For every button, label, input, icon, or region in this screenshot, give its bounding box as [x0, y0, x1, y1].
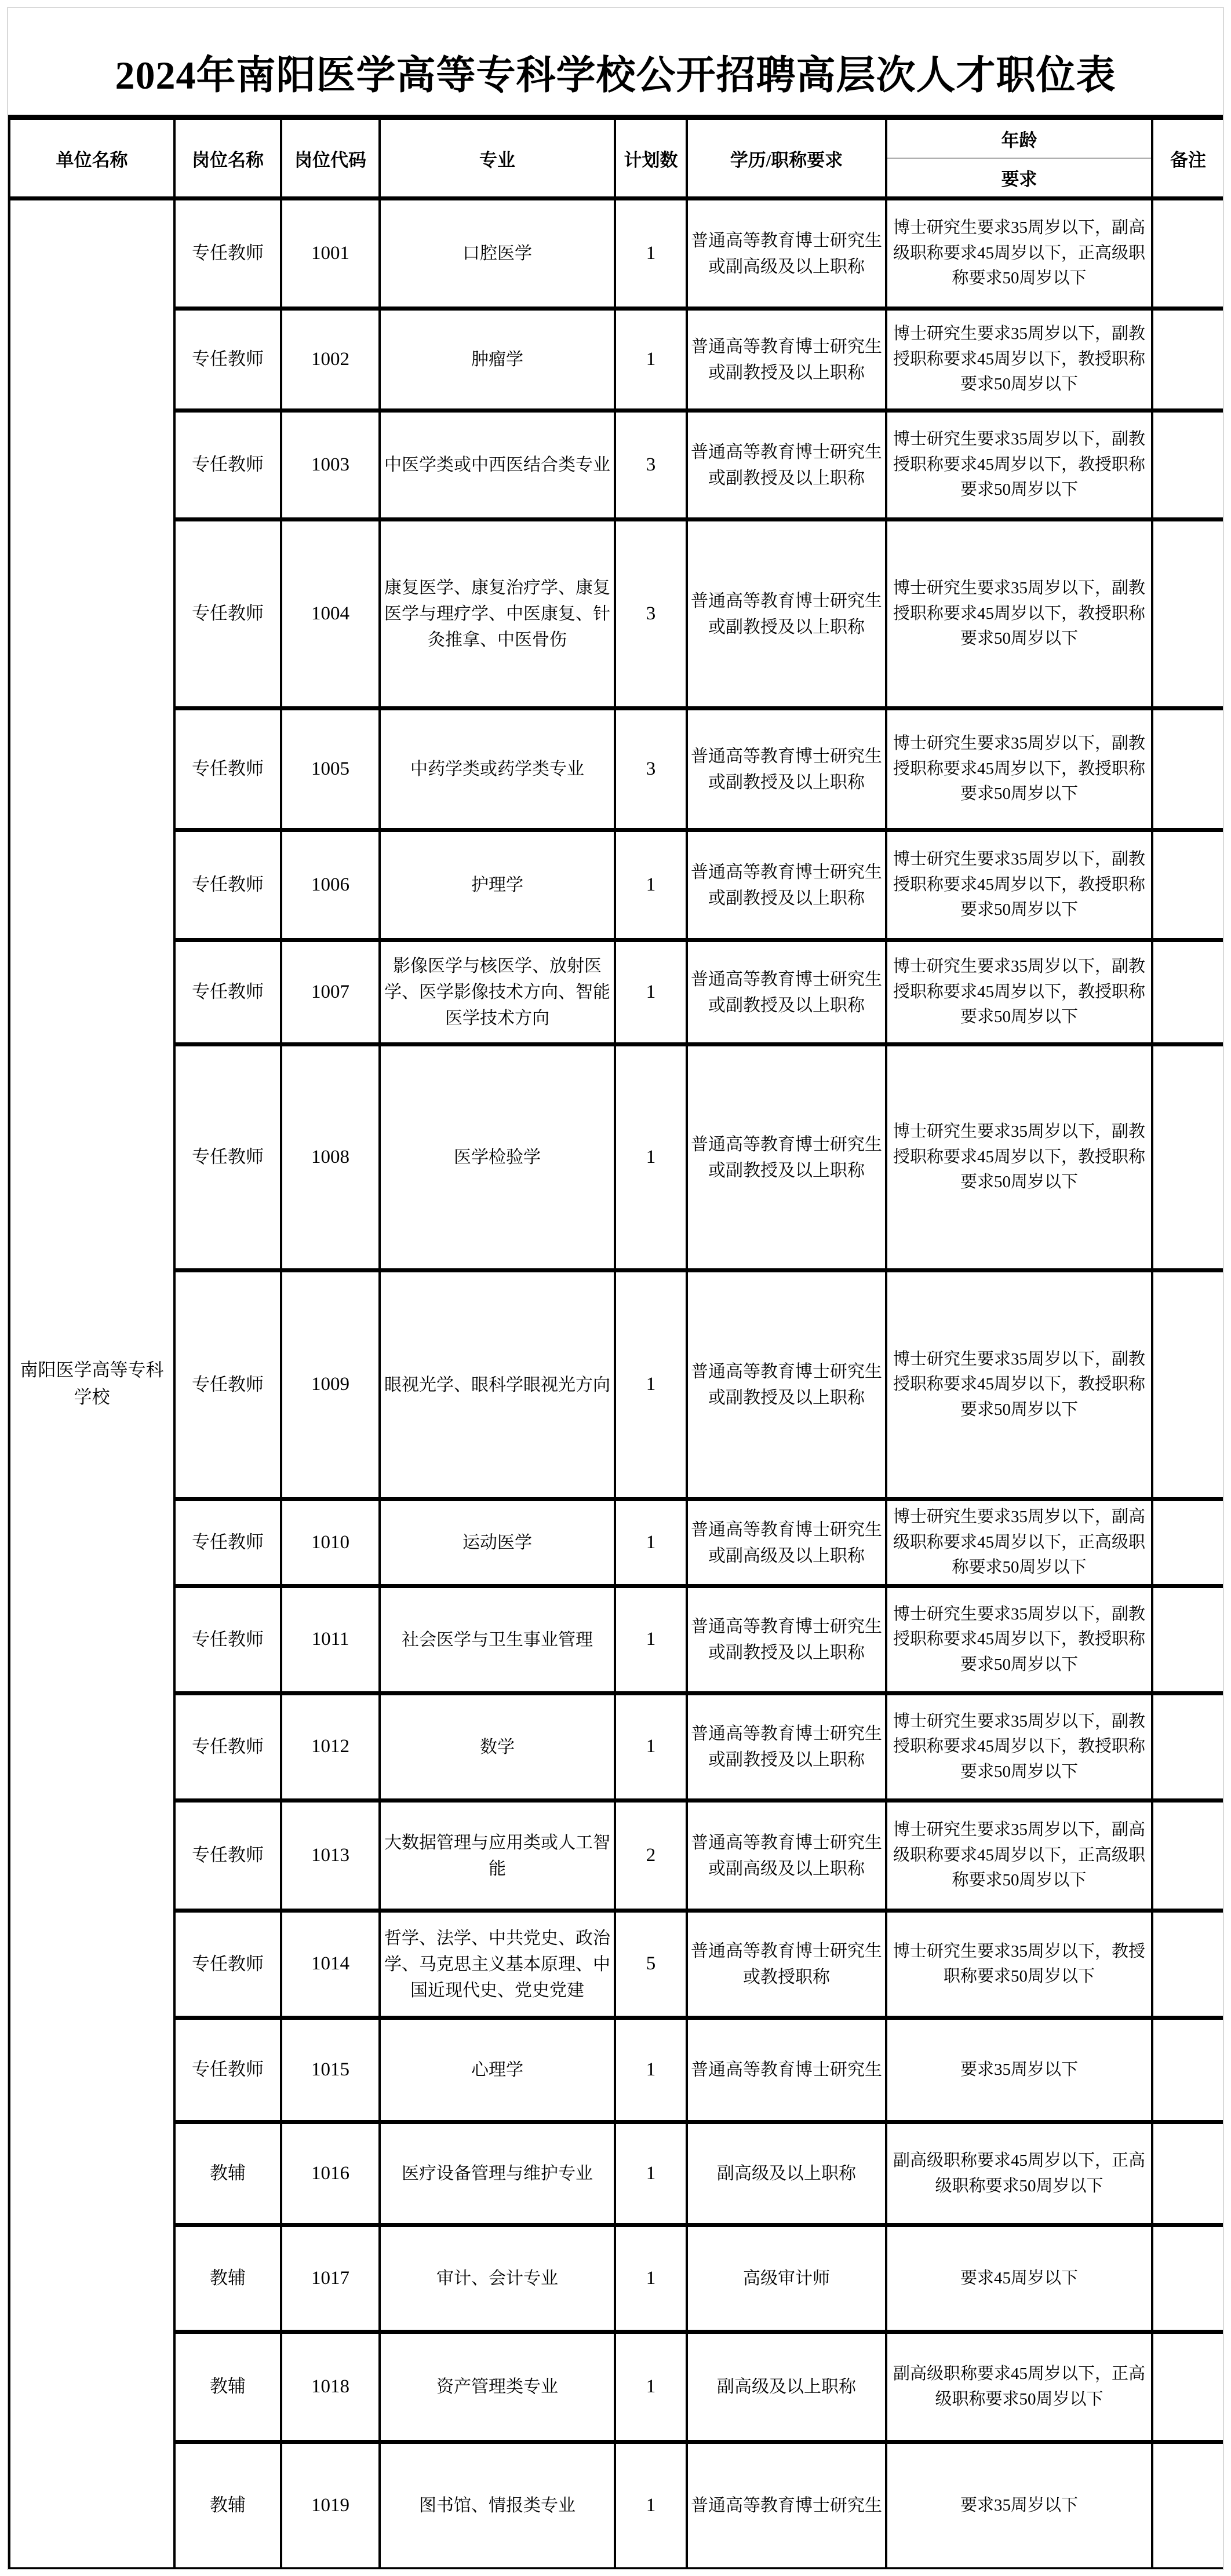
cell-position: 专任教师: [174, 1801, 281, 1911]
table-row: [9, 709, 1224, 830]
cell-position: 专任教师: [174, 309, 281, 411]
table-row: [9, 309, 1224, 411]
cell-age: 博士研究生要求35周岁以下，副教授职称要求45周岁以下，教授职称要求50周岁以下: [886, 1694, 1152, 1801]
cell-qual: 普通高等教育博士研究生或副教授及以上职称: [687, 709, 886, 830]
cell-remark: [1152, 2332, 1224, 2442]
header-qualification: 学历/职称要求: [687, 118, 886, 199]
cell-count: 1: [615, 1045, 687, 1271]
cell-qual: 普通高等教育博士研究生或副教授及以上职称: [687, 411, 886, 520]
cell-qual: 普通高等教育博士研究生或副高级及以上职称: [687, 199, 886, 309]
header-row: [9, 118, 1224, 199]
cell-major: 眼视光学、眼科学眼视光方向: [380, 1271, 615, 1499]
cell-age: 博士研究生要求35周岁以下，副教授职称要求45周岁以下，教授职称要求50周岁以下: [886, 309, 1152, 411]
table-row: [9, 830, 1224, 940]
table-row: [9, 940, 1224, 1045]
table-row: [9, 2122, 1224, 2225]
cell-position: 教辅: [174, 2122, 281, 2225]
cell-qual: 普通高等教育博士研究生: [687, 2018, 886, 2122]
cell-position: 专任教师: [174, 1694, 281, 1801]
cell-count: 3: [615, 411, 687, 520]
cell-code: 1009: [281, 1271, 380, 1499]
cell-position: 专任教师: [174, 1045, 281, 1271]
cell-age: 博士研究生要求35周岁以下，副教授职称要求45周岁以下，教授职称要求50周岁以下: [886, 411, 1152, 520]
cell-position: 专任教师: [174, 1271, 281, 1499]
cell-code: 1010: [281, 1499, 380, 1586]
cell-remark: [1152, 830, 1224, 940]
table-row: [9, 2018, 1224, 2122]
cell-remark: [1152, 1586, 1224, 1694]
header-position-code: 岗位代码: [281, 118, 380, 199]
cell-age: 博士研究生要求35周岁以下，副教授职称要求45周岁以下，教授职称要求50周岁以下: [886, 709, 1152, 830]
cell-count: 5: [615, 1911, 687, 2018]
cell-position: 专任教师: [174, 2018, 281, 2122]
cell-position: 专任教师: [174, 1499, 281, 1586]
cell-major: 心理学: [380, 2018, 615, 2122]
table-row: [9, 520, 1224, 709]
cell-qual: 普通高等教育博士研究生或副高级及以上职称: [687, 1499, 886, 1586]
cell-code: 1003: [281, 411, 380, 520]
cell-qual: 普通高等教育博士研究生或教授职称: [687, 1911, 886, 2018]
cell-remark: [1152, 709, 1224, 830]
cell-qual: 普通高等教育博士研究生或副高级及以上职称: [687, 1801, 886, 1911]
cell-code: 1004: [281, 520, 380, 709]
cell-age: 博士研究生要求35周岁以下，副高级职称要求45周岁以下，正高级职称要求50周岁以下: [886, 1499, 1152, 1586]
cell-code: 1018: [281, 2332, 380, 2442]
header-plan-count: 计划数: [615, 118, 687, 199]
cell-age: 副高级职称要求45周岁以下，正高级职称要求50周岁以下: [886, 2122, 1152, 2225]
cell-remark: [1152, 1271, 1224, 1499]
cell-position: 专任教师: [174, 520, 281, 709]
cell-count: 1: [615, 1586, 687, 1694]
cell-major: 数学: [380, 1694, 615, 1801]
cell-major: 社会医学与卫生事业管理: [380, 1586, 615, 1694]
cell-count: 2: [615, 1801, 687, 1911]
table-row: [9, 1499, 1224, 1586]
cell-count: 1: [615, 830, 687, 940]
cell-qual: 普通高等教育博士研究生或副教授及以上职称: [687, 830, 886, 940]
cell-code: 1017: [281, 2225, 380, 2332]
table-row: [9, 2442, 1224, 2570]
table-row: [9, 411, 1224, 520]
header-position-name: 岗位名称: [174, 118, 281, 199]
header-unit-name: 单位名称: [9, 118, 174, 199]
cell-major: 康复医学、康复治疗学、康复医学与理疗学、中医康复、针灸推拿、中医骨伤: [380, 520, 615, 709]
cell-major: 审计、会计专业: [380, 2225, 615, 2332]
cell-remark: [1152, 2442, 1224, 2570]
header-major: 专业: [380, 118, 615, 199]
cell-unit-name: 南阳医学高等专科学校: [9, 199, 174, 2570]
header-age-requirement: [886, 118, 1152, 199]
cell-count: 3: [615, 520, 687, 709]
cell-count: 1: [615, 2018, 687, 2122]
cell-age: 要求45周岁以下: [886, 2225, 1152, 2332]
cell-position: 专任教师: [174, 199, 281, 309]
table-body: [9, 199, 1224, 2570]
table-row: [9, 1271, 1224, 1499]
cell-age: 博士研究生要求35周岁以下，副高级职称要求45周岁以下，正高级职称要求50周岁以下: [886, 199, 1152, 309]
cell-qual: 副高级及以上职称: [687, 2122, 886, 2225]
cell-qual: 高级审计师: [687, 2225, 886, 2332]
header-remark: 备注: [1152, 118, 1224, 199]
cell-code: 1006: [281, 830, 380, 940]
cell-age: 副高级职称要求45周岁以下，正高级职称要求50周岁以下: [886, 2332, 1152, 2442]
cell-age: 要求35周岁以下: [886, 2018, 1152, 2122]
cell-code: 1011: [281, 1586, 380, 1694]
cell-position: 教辅: [174, 2225, 281, 2332]
cell-count: 1: [615, 1694, 687, 1801]
cell-qual: 普通高等教育博士研究生或副教授及以上职称: [687, 1694, 886, 1801]
cell-count: 1: [615, 309, 687, 411]
table-row: [9, 2225, 1224, 2332]
cell-qual: 普通高等教育博士研究生或副教授及以上职称: [687, 1586, 886, 1694]
cell-remark: [1152, 1045, 1224, 1271]
cell-position: 专任教师: [174, 830, 281, 940]
cell-position: 专任教师: [174, 1911, 281, 2018]
cell-count: 1: [615, 2225, 687, 2332]
cell-position: 专任教师: [174, 709, 281, 830]
cell-age: 博士研究生要求35周岁以下，副教授职称要求45周岁以下，教授职称要求50周岁以下: [886, 1271, 1152, 1499]
cell-remark: [1152, 411, 1224, 520]
table-row: [9, 1694, 1224, 1801]
cell-code: 1001: [281, 199, 380, 309]
cell-age: 博士研究生要求35周岁以下，副教授职称要求45周岁以下，教授职称要求50周岁以下: [886, 520, 1152, 709]
cell-code: 1014: [281, 1911, 380, 2018]
cell-position: 专任教师: [174, 1586, 281, 1694]
cell-remark: [1152, 2225, 1224, 2332]
cell-qual: 副高级及以上职称: [687, 2332, 886, 2442]
cell-remark: [1152, 2122, 1224, 2225]
cell-count: 1: [615, 2332, 687, 2442]
cell-qual: 普通高等教育博士研究生: [687, 2442, 886, 2570]
cell-remark: [1152, 2018, 1224, 2122]
cell-remark: [1152, 1801, 1224, 1911]
cell-major: 中药学类或药学类专业: [380, 709, 615, 830]
cell-code: 1002: [281, 309, 380, 411]
cell-position: 专任教师: [174, 411, 281, 520]
cell-position: 教辅: [174, 2442, 281, 2570]
cell-position: 教辅: [174, 2332, 281, 2442]
cell-remark: [1152, 520, 1224, 709]
cell-age: 要求35周岁以下: [886, 2442, 1152, 2570]
cell-count: 1: [615, 940, 687, 1045]
cell-count: 1: [615, 2122, 687, 2225]
header-age-bottom: 要求: [887, 158, 1151, 196]
table-row: [9, 2332, 1224, 2442]
cell-major: 肿瘤学: [380, 309, 615, 411]
cell-count: 1: [615, 2442, 687, 2570]
cell-age: 博士研究生要求35周岁以下，副教授职称要求45周岁以下，教授职称要求50周岁以下: [886, 1045, 1152, 1271]
table-row: [9, 199, 1224, 309]
cell-remark: [1152, 199, 1224, 309]
cell-age: 博士研究生要求35周岁以下，副高级职称要求45周岁以下，正高级职称要求50周岁以下: [886, 1801, 1152, 1911]
cell-position: 专任教师: [174, 940, 281, 1045]
cell-major: 资产管理类专业: [380, 2332, 615, 2442]
cell-major: 图书馆、情报类专业: [380, 2442, 615, 2570]
cell-age: 博士研究生要求35周岁以下，副教授职称要求45周岁以下，教授职称要求50周岁以下: [886, 830, 1152, 940]
cell-remark: [1152, 1911, 1224, 2018]
position-table: [8, 115, 1224, 2570]
cell-remark: [1152, 1694, 1224, 1801]
cell-major: 哲学、法学、中共党史、政治学、马克思主义基本原理、中国近现代史、党史党建: [380, 1911, 615, 2018]
cell-major: 医学检验学: [380, 1045, 615, 1271]
cell-count: 1: [615, 1271, 687, 1499]
page-border: [7, 7, 1224, 2570]
cell-code: 1016: [281, 2122, 380, 2225]
cell-qual: 普通高等教育博士研究生或副教授及以上职称: [687, 520, 886, 709]
cell-code: 1007: [281, 940, 380, 1045]
cell-qual: 普通高等教育博士研究生或副教授及以上职称: [687, 1271, 886, 1499]
table-row: [9, 1801, 1224, 1911]
cell-count: 3: [615, 709, 687, 830]
cell-qual: 普通高等教育博士研究生或副教授及以上职称: [687, 940, 886, 1045]
table-row: [9, 1911, 1224, 2018]
cell-remark: [1152, 1499, 1224, 1586]
cell-code: 1012: [281, 1694, 380, 1801]
cell-code: 1013: [281, 1801, 380, 1911]
table-header: [9, 118, 1224, 199]
table-row: [9, 1586, 1224, 1694]
cell-count: 1: [615, 1499, 687, 1586]
cell-major: 护理学: [380, 830, 615, 940]
cell-age: 博士研究生要求35周岁以下，副教授职称要求45周岁以下，教授职称要求50周岁以下: [886, 1586, 1152, 1694]
cell-major: 大数据管理与应用类或人工智能: [380, 1801, 615, 1911]
cell-major: 运动医学: [380, 1499, 615, 1586]
cell-qual: 普通高等教育博士研究生或副教授及以上职称: [687, 309, 886, 411]
cell-qual: 普通高等教育博士研究生或副教授及以上职称: [687, 1045, 886, 1271]
header-age-top: 年龄: [1001, 130, 1037, 151]
cell-major: 医疗设备管理与维护专业: [380, 2122, 615, 2225]
cell-remark: [1152, 940, 1224, 1045]
cell-code: 1019: [281, 2442, 380, 2570]
cell-remark: [1152, 309, 1224, 411]
cell-code: 1005: [281, 709, 380, 830]
cell-code: 1008: [281, 1045, 380, 1271]
page-title: 2024年南阳医学高等专科学校公开招聘高层次人才职位表: [115, 53, 1116, 97]
cell-code: 1015: [281, 2018, 380, 2122]
cell-age: 博士研究生要求35周岁以下，教授职称要求50周岁以下: [886, 1911, 1152, 2018]
cell-count: 1: [615, 199, 687, 309]
cell-major: 影像医学与核医学、放射医学、医学影像技术方向、智能医学技术方向: [380, 940, 615, 1045]
table-row: [9, 1045, 1224, 1271]
cell-major: 口腔医学: [380, 199, 615, 309]
cell-major: 中医学类或中西医结合类专业: [380, 411, 615, 520]
cell-age: 博士研究生要求35周岁以下，副教授职称要求45周岁以下，教授职称要求50周岁以下: [886, 940, 1152, 1045]
